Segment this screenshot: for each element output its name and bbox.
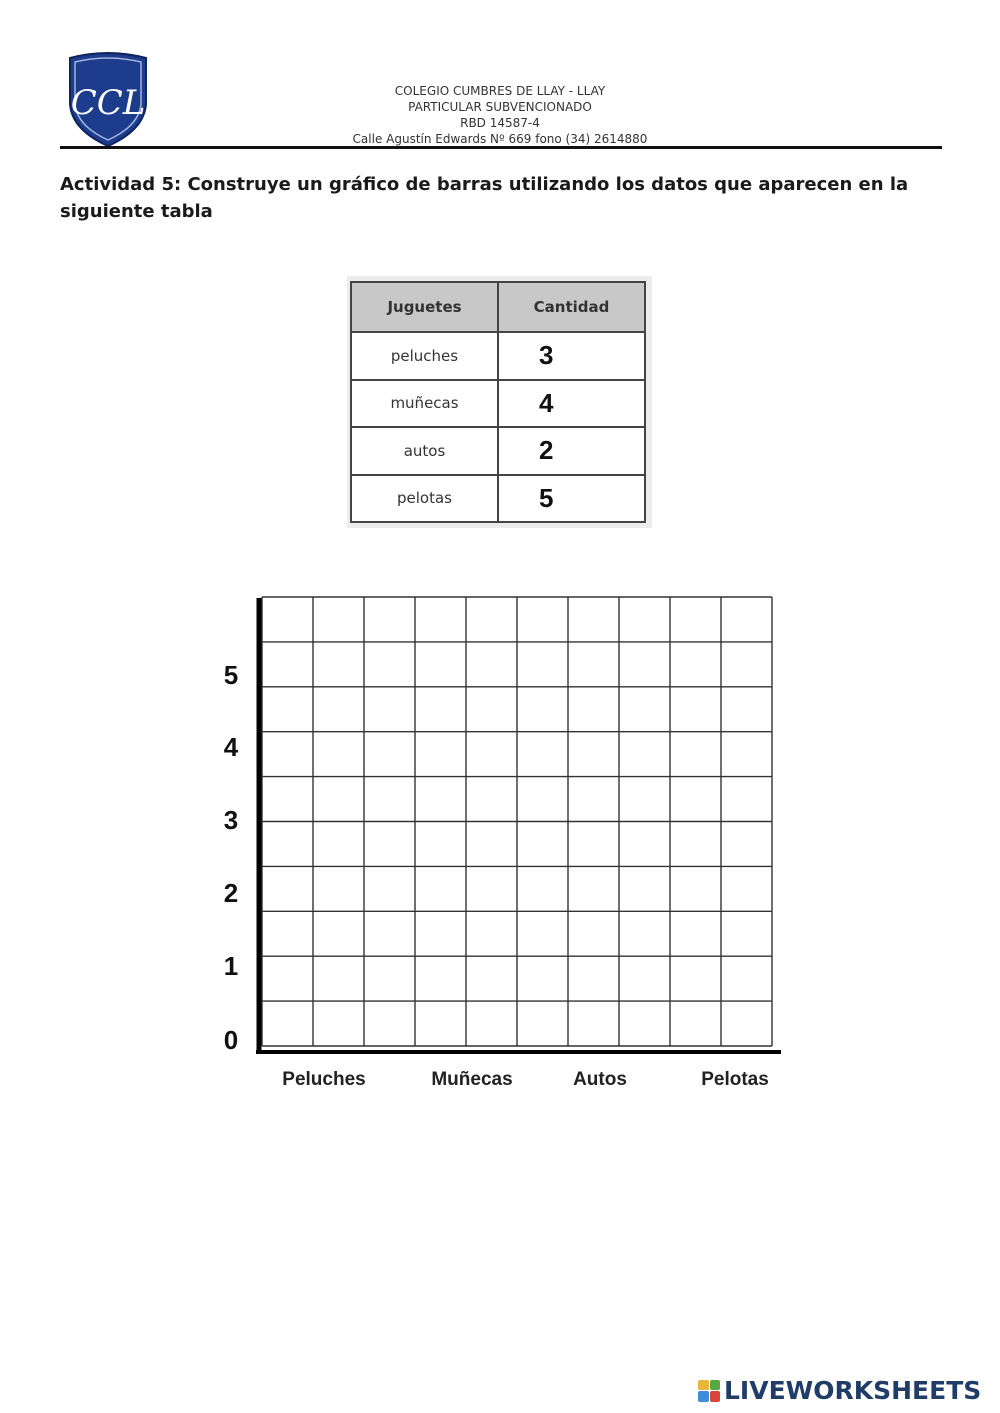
- y-tick-label: 5: [223, 660, 239, 690]
- table-header-juguetes: Juguetes: [351, 282, 498, 332]
- table-cell-name: pelotas: [351, 475, 498, 523]
- y-tick-label: 1: [223, 951, 239, 981]
- x-category-label: Muñecas: [431, 1069, 513, 1090]
- school-rbd: RBD 14587-4: [460, 116, 540, 130]
- x-category-label: Pelotas: [701, 1069, 769, 1090]
- table-header-cantidad: Cantidad: [498, 282, 645, 332]
- table-cell-qty: 3: [498, 332, 645, 380]
- y-tick-label: 3: [223, 805, 239, 835]
- school-address: Calle Agustín Edwards Nº 669 fono (34) 2614880: [352, 132, 648, 146]
- table-cell-qty: 2: [498, 427, 645, 475]
- y-tick-label: 2: [223, 878, 239, 908]
- table-cell-qty: 4: [498, 380, 645, 428]
- brand-name: LIVEWORKSHEETS: [724, 1376, 982, 1405]
- table-cell-name: autos: [351, 427, 498, 475]
- table-cell-name: peluches: [351, 332, 498, 380]
- brand-logo-icon: [698, 1380, 720, 1402]
- x-category-label: Autos: [573, 1069, 627, 1090]
- school-name: COLEGIO CUMBRES DE LLAY - LLAY: [394, 84, 606, 98]
- y-tick-label: 0: [223, 1025, 239, 1055]
- table-cell-qty: 5: [498, 475, 645, 523]
- school-type: PARTICULAR SUBVENCIONADO: [408, 100, 592, 114]
- svg-text:CCL: CCL: [70, 83, 146, 123]
- footer-brand: [698, 1376, 981, 1405]
- activity-instruction: Actividad 5: Construye un gráfico de barras utilizando los datos que aparecen en la siguiente tabla: [60, 174, 909, 222]
- x-category-label: Peluches: [282, 1069, 366, 1090]
- y-tick-label: 4: [223, 732, 239, 762]
- table-cell-name: muñecas: [351, 380, 498, 428]
